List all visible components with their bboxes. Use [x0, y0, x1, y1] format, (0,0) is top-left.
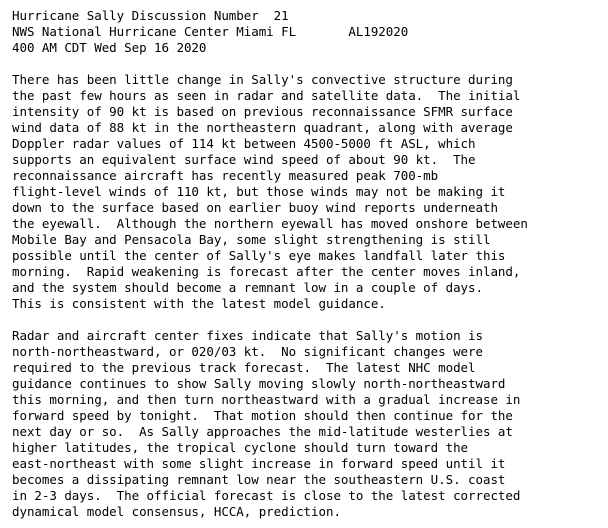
track-paragraph [12, 328, 608, 520]
text-line: morning. Rapid weakening is forecast after the center moves inland, [12, 264, 521, 279]
issue-time: 400 AM CDT Wed Sep 16 2020 [12, 40, 207, 55]
text-line: This is consistent with the latest model guidance. [12, 296, 386, 311]
text-line: intensity of 90 kt is based on previous reconnaissance SFMR surface [12, 104, 513, 119]
text-line: the past few hours as seen in radar and satellite data. The initial [12, 88, 521, 103]
blank-line [12, 56, 608, 72]
text-line: the eyewall. Although the northern eyewall has moved onshore between [12, 216, 528, 231]
text-line: Doppler radar values of 114 kt between 4500-5000 ft ASL, which [12, 136, 476, 151]
text-line: required to the previous track forecast. The latest NHC model [12, 360, 476, 375]
text-line: dynamical model consensus, HCCA, prediction. [12, 504, 341, 519]
text-line: becomes a dissipating remnant low near the southeastern U.S. coast [12, 472, 506, 487]
text-line: north-northeastward, or 020/03 kt. No significant changes were [12, 344, 483, 359]
text-line: Mobile Bay and Pensacola Bay, some slight strengthening is still [12, 232, 491, 247]
text-line: There has been little change in Sally's convective structure during [12, 72, 513, 87]
text-line: supports an equivalent surface wind speed of about 90 kt. The [12, 152, 476, 167]
text-line: forward speed by tonight. That motion should then continue for the [12, 408, 513, 423]
text-line: east-northeast with some slight increase in forward speed until it [12, 456, 506, 471]
text-line: wind data of 88 kt in the northeastern quadrant, along with average [12, 120, 513, 135]
text-line: this morning, and then turn northeastward with a gradual increase in [12, 392, 521, 407]
intensity-paragraph [12, 72, 608, 312]
text-line: flight-level winds of 110 kt, but those winds may not be making it [12, 184, 506, 199]
text-line: down to the surface based on earlier buoy wind reports underneath [12, 200, 498, 215]
issuing-office: NWS National Hurricane Center Miami FL AL192020 [12, 24, 409, 39]
text-line: and the system should become a remnant low in a couple of days. [12, 280, 483, 295]
text-line: possible until the center of Sally's eye makes landfall later this [12, 248, 506, 263]
text-line: in 2-3 days. The official forecast is close to the latest corrected [12, 488, 521, 503]
discussion-title: Hurricane Sally Discussion Number 21 [12, 8, 289, 23]
text-line: reconnaissance aircraft has recently measured peak 700-mb [12, 168, 439, 183]
text-line: next day or so. As Sally approaches the mid-latitude westerlies at [12, 424, 513, 439]
text-line: higher latitudes, the tropical cyclone should turn toward the [12, 440, 469, 455]
text-line: guidance continues to show Sally moving slowly north-northeastward [12, 376, 506, 391]
text-line: Radar and aircraft center fixes indicate that Sally's motion is [12, 328, 483, 343]
blank-line [12, 312, 608, 328]
